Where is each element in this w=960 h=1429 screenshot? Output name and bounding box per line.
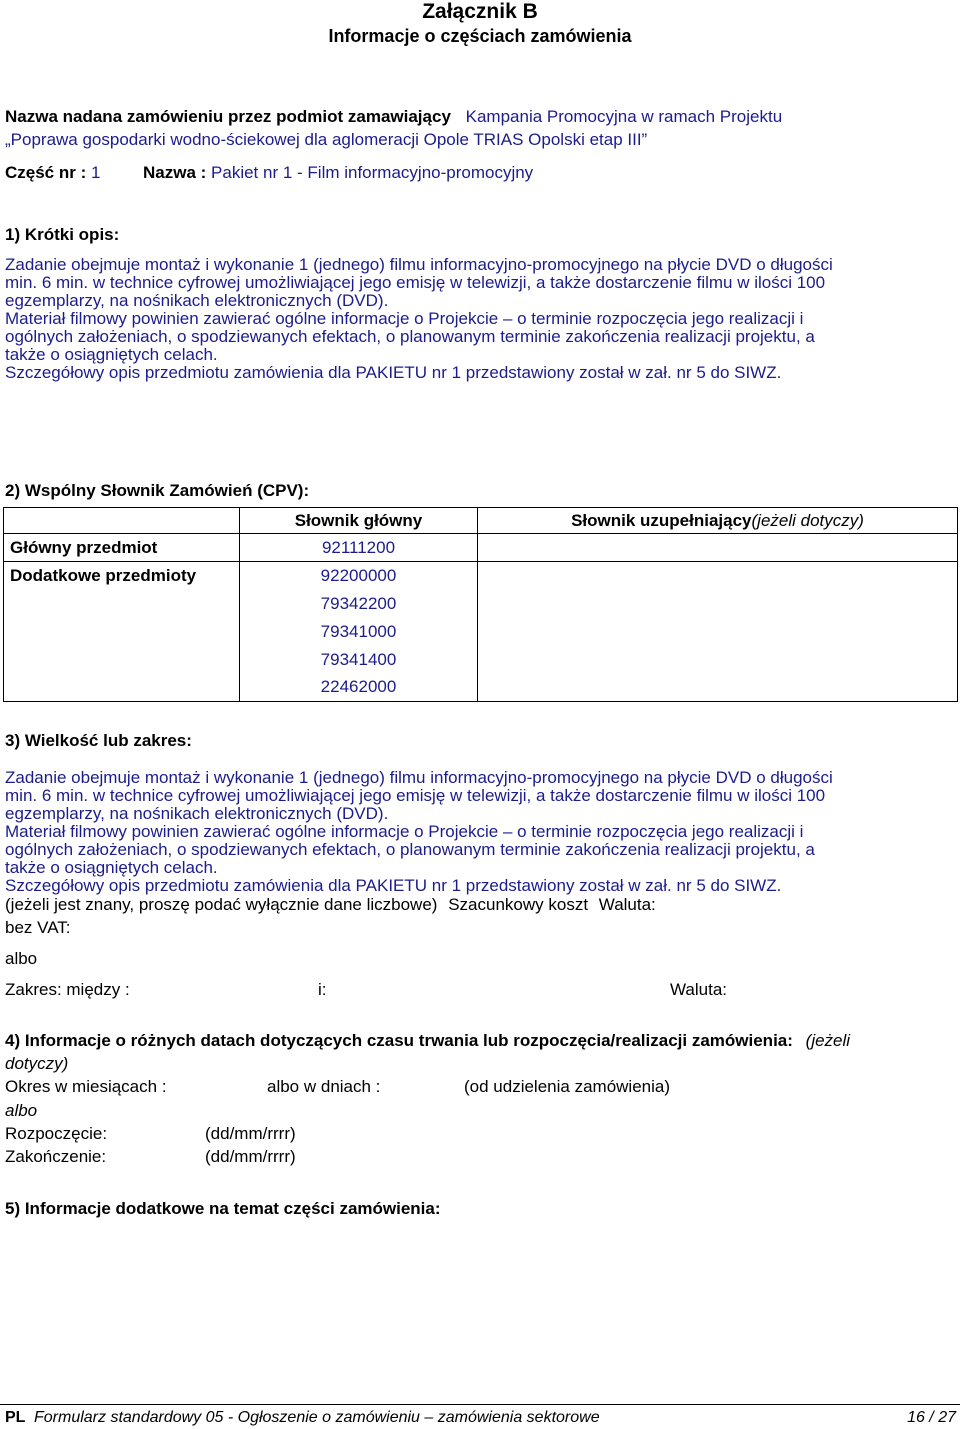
section4-heading: 4) Informacje o różnych datach dotyczących czasu trwania lub rozpoczęcia/realizacji zamówienia:	[5, 1031, 793, 1050]
start-label: Rozpoczęcie:	[5, 1124, 108, 1143]
section3-line: także o osiągniętych celach.	[5, 858, 218, 877]
footer-page-number: 16 / 27	[907, 1409, 956, 1426]
order-name-row	[5, 107, 782, 127]
section3-heading: 3) Wielkość lub zakres:	[5, 731, 192, 750]
cpv-add-row	[4, 562, 958, 590]
section1-heading: 1) Krótki opis:	[5, 225, 120, 244]
page-title: Załącznik B	[422, 0, 538, 23]
part-label: Część nr :	[5, 163, 87, 182]
cpv-header-supp-label: Słownik uzupełniający	[571, 510, 752, 530]
cpv-add-row	[4, 646, 958, 674]
cpv-add-code: 92200000	[240, 562, 478, 590]
no-vat-label: bez VAT:	[5, 918, 71, 937]
cpv-header-supp	[478, 508, 958, 534]
days-label: albo w dniach :	[267, 1077, 381, 1096]
albo-label: albo	[5, 1101, 38, 1120]
cpv-add-code: 79341000	[240, 618, 478, 646]
section3-line: Materiał filmowy powinien zawierać ogólne informacje o Projekcie – o terminie rozpoczęcia jego realizacji i	[5, 822, 804, 841]
cpv-main-supp	[478, 534, 958, 562]
section1-line: także o osiągniętych celach.	[5, 345, 218, 364]
page-subtitle: Informacje o częściach zamówienia	[328, 26, 632, 46]
order-name-value: Kampania Promocyjna w ramach Projektu	[465, 107, 783, 126]
cpv-main-code: 92111200	[240, 534, 478, 562]
section4-heading-row	[5, 1031, 850, 1051]
section1-line: ogólnych założeniach, o spodziewanych efektach, o planowanym terminie zakończenia realizacji projektu, a	[5, 327, 815, 346]
cpv-add-supp	[478, 562, 958, 590]
part-row	[5, 163, 100, 183]
section3-line: min. 6 min. w technice cyfrowej umożliwiającej jego emisję w telewizji, a także dostarczenie filmu w ilości 100	[5, 786, 826, 805]
section2-heading: 2) Wspólny Słownik Zamówień (CPV):	[5, 481, 310, 500]
cost-label: Szacunkowy koszt	[448, 895, 589, 914]
section1-line: min. 6 min. w technice cyfrowej umożliwiającej jego emisję w telewizji, a także dostarczenie filmu w ilości 100	[5, 273, 826, 292]
part-title-row	[143, 163, 533, 183]
cpv-header-main: Słownik główny	[240, 508, 478, 534]
cpv-main-label-text: Główny przedmiot	[10, 537, 158, 557]
footer-form: Formularz standardowy 05 - Ogłoszenie o zamówieniu – zamówienia sektorowe	[34, 1409, 600, 1426]
range-and-label: i:	[318, 980, 327, 999]
cpv-add-code: 79341400	[240, 646, 478, 674]
end-label: Zakończenie:	[5, 1147, 107, 1166]
albo-label: albo	[5, 949, 38, 968]
end-format: (dd/mm/rrrr)	[205, 1147, 296, 1166]
from-award-label: (od udzielenia zamówienia)	[464, 1077, 671, 1096]
cpv-add-code: 79342200	[240, 590, 478, 618]
section1-line: Szczegółowy opis przedmiotu zamówienia dla PAKIETU nr 1 przedstawiony został w zał. nr 5 do SIWZ.	[5, 363, 782, 382]
cpv-header-row	[4, 508, 958, 534]
section1-line: Materiał filmowy powinien zawierać ogólne informacje o Projekcie – o terminie rozpoczęcia jego realizacji i	[5, 309, 804, 328]
range-currency-label: Waluta:	[670, 980, 728, 999]
cpv-add-label-text: Dodatkowe przedmioty	[10, 565, 197, 585]
part-title-label: Nazwa :	[143, 163, 207, 182]
page-footer	[0, 1404, 960, 1429]
section1-line: egzemplarzy, na nośnikach elektronicznych (DVD).	[5, 291, 389, 310]
section1-line: Zadanie obejmuje montaż i wykonanie 1 (jednego) filmu informacyjno-promocyjnego na płycie DVD o długości	[5, 255, 833, 274]
cost-note: (jeżeli jest znany, proszę podać wyłącznie dane liczbowe)	[5, 895, 438, 914]
section5-heading: 5) Informacje dodatkowe na temat części zamówienia:	[5, 1199, 441, 1218]
cpv-main-label	[4, 534, 240, 562]
part-value: 1	[90, 163, 101, 182]
cost-currency-label: Waluta:	[598, 895, 656, 914]
order-name-label: Nazwa nadana zamówieniu przez podmiot zamawiający	[5, 107, 451, 126]
start-format: (dd/mm/rrrr)	[205, 1124, 296, 1143]
months-label: Okres w miesiącach :	[5, 1077, 167, 1096]
section3-line: egzemplarzy, na nośnikach elektronicznych (DVD).	[5, 804, 389, 823]
cpv-add-label	[4, 562, 240, 590]
cpv-add-row	[4, 674, 958, 702]
section4-note-cont: dotyczy)	[5, 1054, 69, 1073]
part-title-value: Pakiet nr 1 - Film informacyjno-promocyjny	[211, 163, 534, 182]
section4-note: (jeżeli	[805, 1031, 851, 1050]
order-name-value-cont: „Poprawa gospodarki wodno-ściekowej dla aglomeracji Opole TRIAS Opolski etap III”	[5, 130, 648, 149]
cpv-add-row	[4, 590, 958, 618]
section3-line: Zadanie obejmuje montaż i wykonanie 1 (jednego) filmu informacyjno-promocyjnego na płycie DVD o długości	[5, 768, 833, 787]
cpv-header-supp-note: (jeżeli dotyczy)	[751, 510, 864, 530]
cpv-header-empty	[4, 508, 240, 534]
section3-line: ogólnych założeniach, o spodziewanych efektach, o planowanym terminie zakończenia realizacji projektu, a	[5, 840, 815, 859]
cpv-main-row	[4, 534, 958, 562]
range-label: Zakres: między :	[5, 980, 130, 999]
cpv-add-code: 22462000	[240, 674, 478, 702]
cpv-table	[3, 507, 958, 702]
footer-lang: PL	[5, 1409, 26, 1426]
cpv-add-row	[4, 618, 958, 646]
section3-description	[5, 769, 955, 895]
section3-line: Szczegółowy opis przedmiotu zamówienia dla PAKIETU nr 1 przedstawiony został w zał. nr 5 do SIWZ.	[5, 876, 782, 895]
estimated-cost-row	[5, 895, 656, 915]
section1-description	[5, 256, 955, 382]
